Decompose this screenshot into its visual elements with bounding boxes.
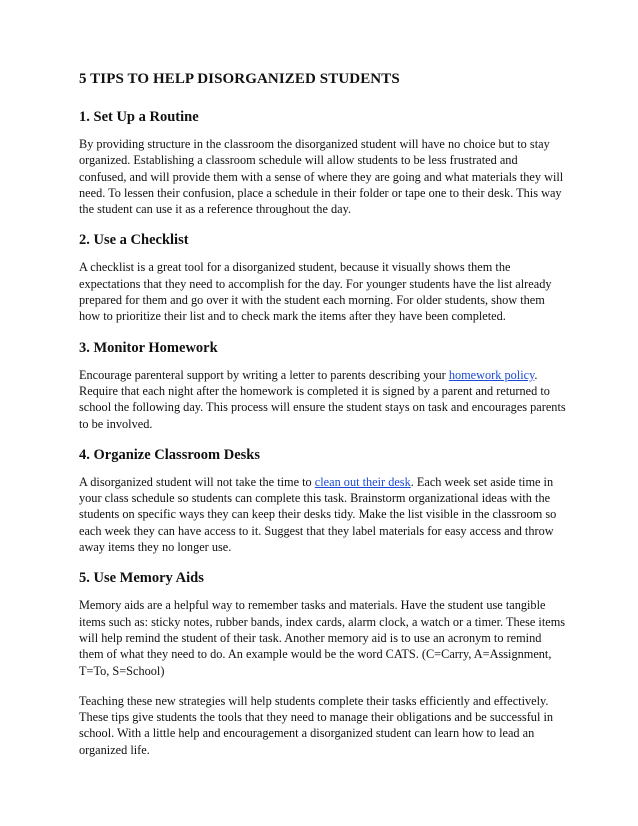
section-text-desks xyxy=(79,474,568,555)
section-text-checklist: A checklist is a great tool for a disorganized student, because it visually shows them the expectations that they need to accomplish for the day. For younger students have the list already prepared for them and go over it with the student each morning. For older students, show them how to prioritize their list and to check mark the items after they have been completed. xyxy=(79,260,552,324)
section-heading-checklist: 2. Use a Checklist xyxy=(79,232,189,249)
section-heading-memory-aids: 5. Use Memory Aids xyxy=(79,570,204,587)
section-text-memory-aids: Memory aids are a helpful way to remember tasks and materials. Have the student use tangible items such as: sticky notes, rubber bands, index cards, alarm clock, a watch or a timer. These items will help remind the student of their task. Another memory aid is to use an acronym to remind them of what they need to do. An example would be the word CATS. (C=Carry, A=Assignment, T=To, S=School) xyxy=(79,598,566,678)
section-heading-routine: 1. Set Up a Routine xyxy=(79,109,199,125)
section-text-routine: By providing structure in the classroom the disorganized student will have no choice but to stay organized. Establishing a classroom schedule will allow students to be less frustrated and confused, and will provide them with a sense of where they are going and what materials they will need. To lessen their confusion, place a schedule in their folder or tape one to their desk. This way the student can use it as a reference throughout the day. xyxy=(79,137,564,217)
section-text-homework xyxy=(79,367,568,432)
clean-out-desk-link[interactable]: clean out their desk xyxy=(314,474,411,489)
homework-text-before-link: Encourage parenteral support by writing a letter to parents describing your xyxy=(79,367,449,382)
section-heading-desks: 4. Organize Classroom Desks xyxy=(79,446,260,463)
section-heading-homework: 3. Monitor Homework xyxy=(79,339,218,356)
document-title: 5 TIPS TO HELP DISORGANIZED STUDENTS xyxy=(79,71,400,87)
homework-text-after-link: . Require that each night after the homework is completed it is signed by a parent and returned to school the following day. This process will ensure the student stays on task and encourages parents to be involved. xyxy=(79,367,566,431)
desks-text-after-link: . Each week set aside time in your class schedule so students can complete this task. Brainstorm organizational ideas with the students on specific ways they can keep their desks tidy. Make the list visible in the classroom so each week they can have access to it. Suggest that they label materials for easy access and throw away items they no longer use. xyxy=(79,474,557,555)
desks-text-before-link: A disorganized student will not take the time to xyxy=(79,474,315,489)
homework-policy-link[interactable]: homework policy xyxy=(448,367,535,382)
conclusion-text: Teaching these new strategies will help students complete their tasks efficiently and effectively. These tips give students the tools that they need to manage their obligations and be successful in school. With a little help and encouragement a disorganized student can learn how to lead an organized life. xyxy=(79,693,554,757)
